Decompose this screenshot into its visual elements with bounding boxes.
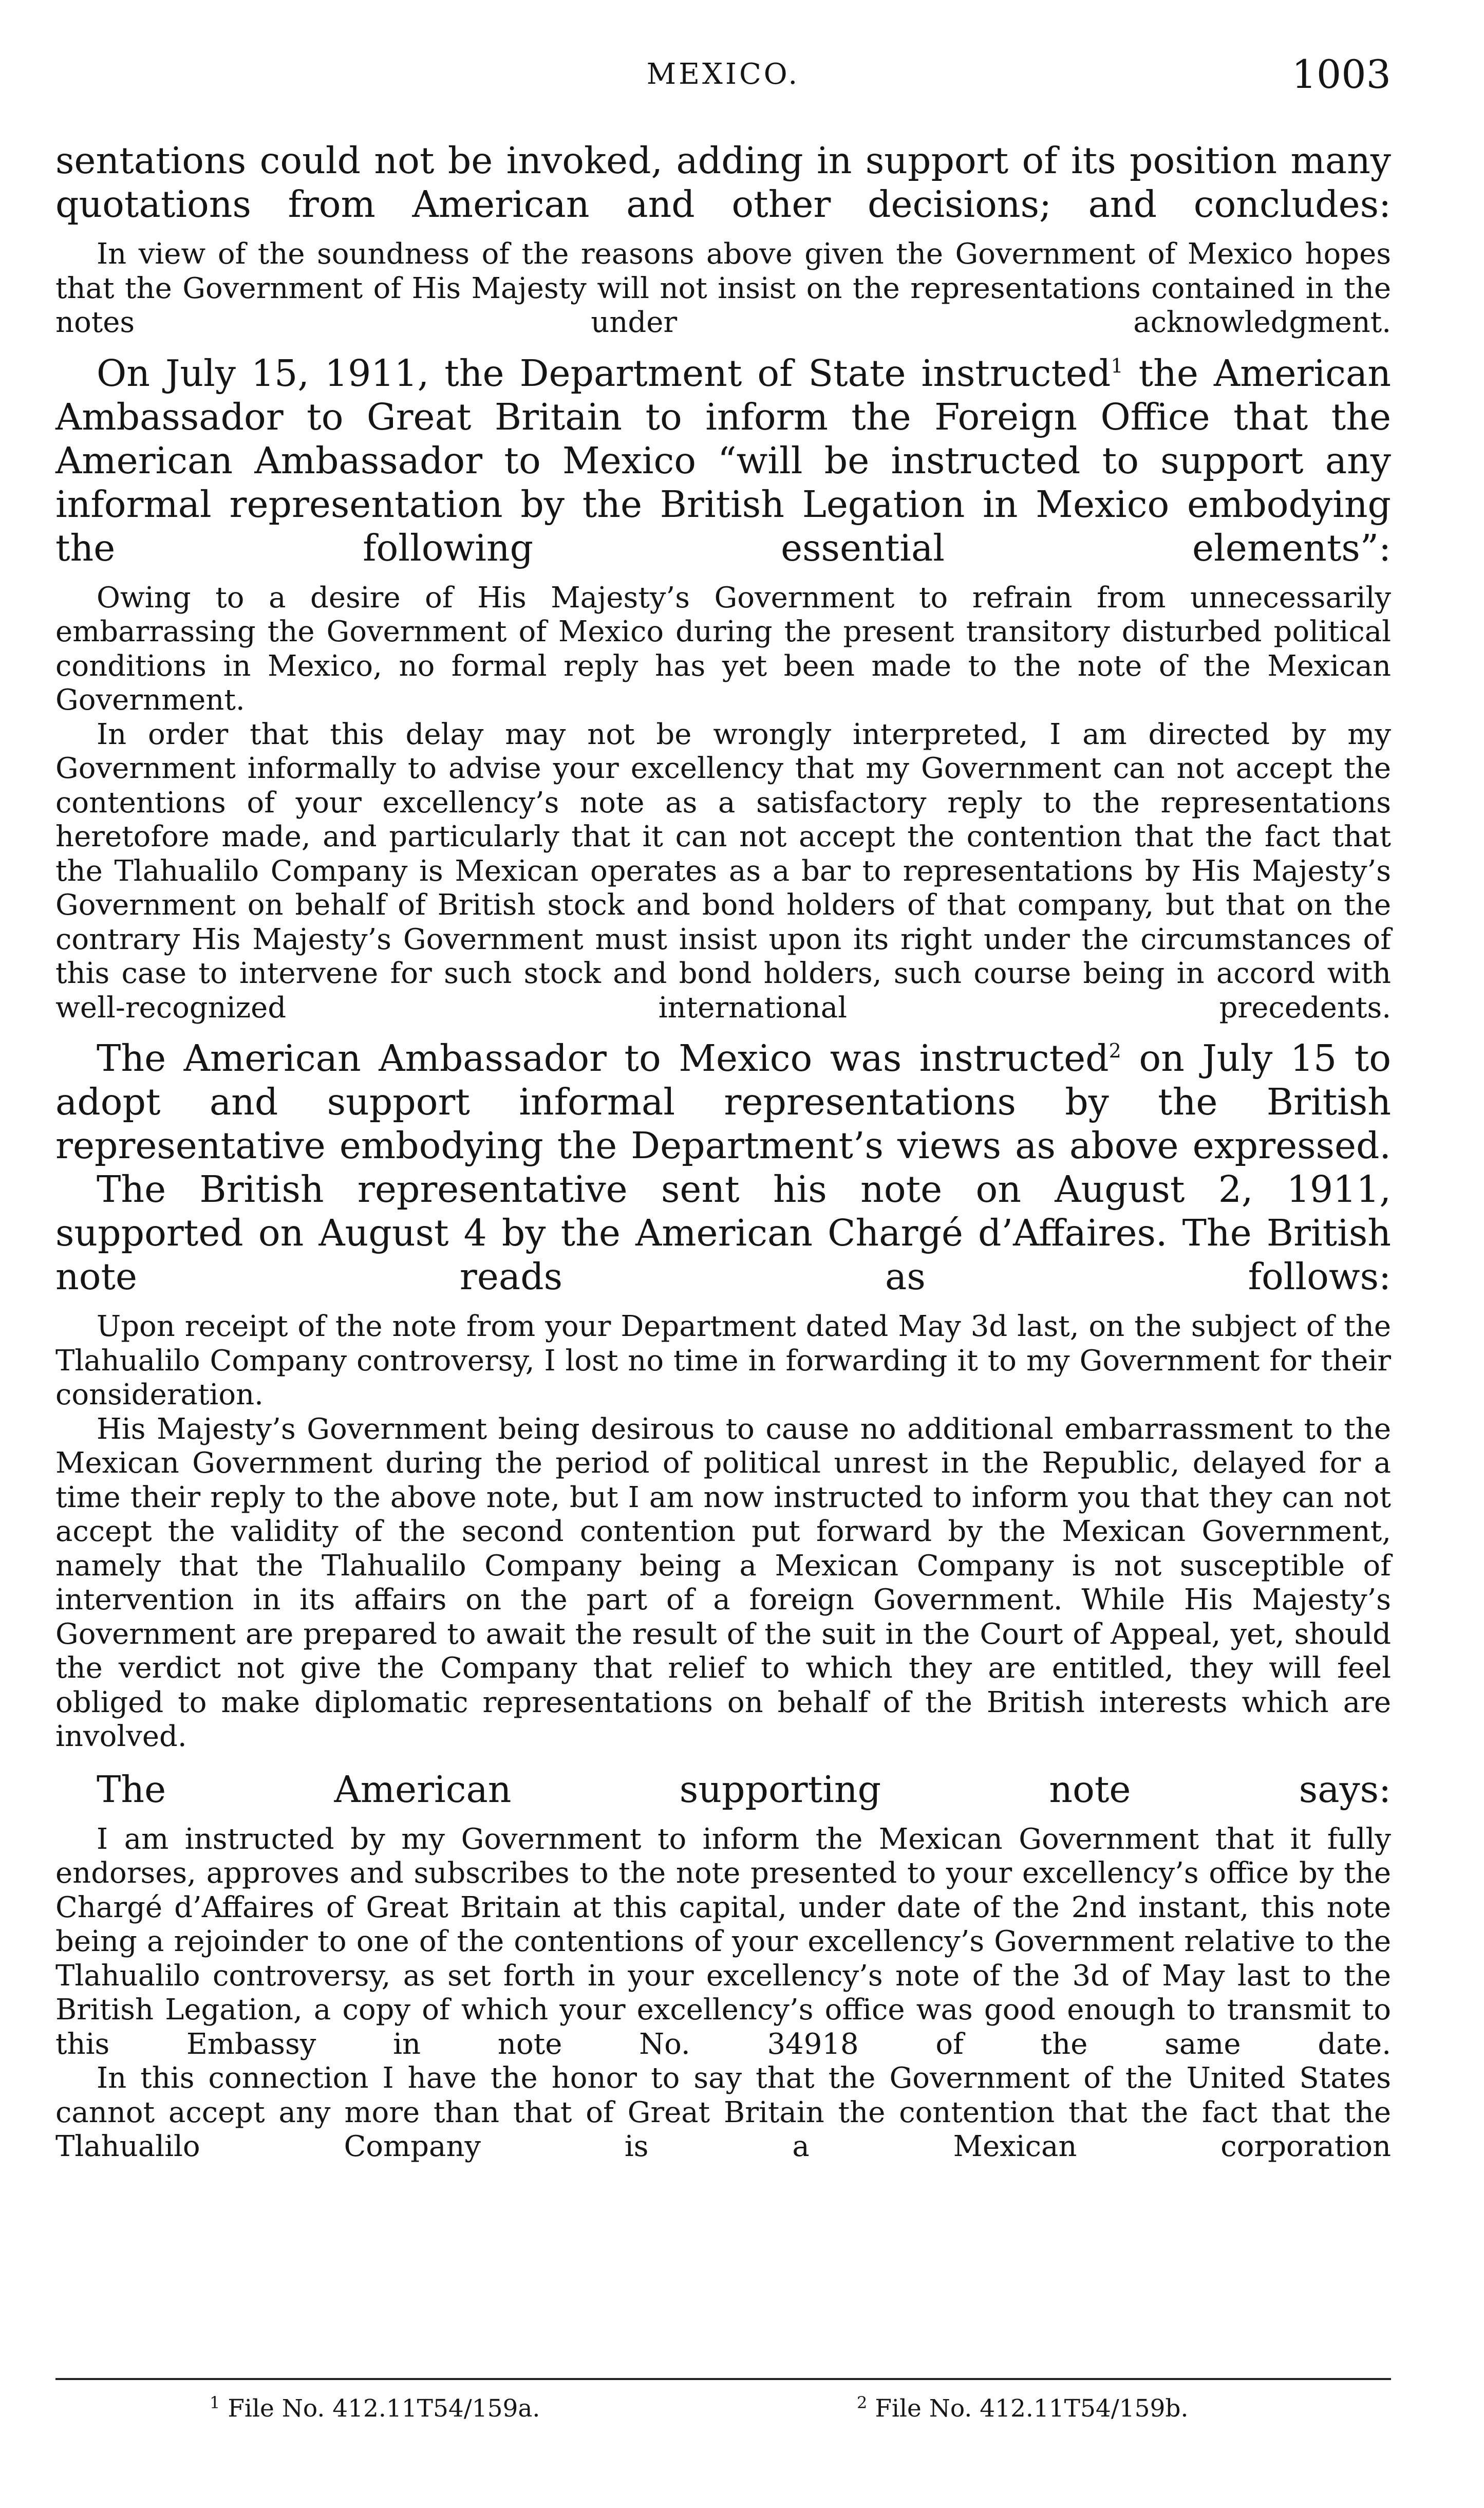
body-text — [55, 139, 1391, 2164]
block-quote-his-majesty: His Majesty’s Government being desirous to cause no additional embarrassment to the Mexican Government during the period of political unrest in the Republic, delayed for a time their reply to the above note, but I am now instructed to inform you that they can not accept the validity of the second contention put forward by the Mexican Government, namely that the Tlahualilo Company being a Mexican Company is not susceptible of intervention in its affairs on the part of a foreign Government. While His Majesty’s Government are prepared to await the result of the suit in the Court of Appeal, yet, should the verdict not give the Company that relief to which they are entitled, they will feel obliged to make diplomatic representations on behalf of the British interests which are involved. — [55, 1412, 1391, 1753]
paragraph-american-supporting-note: The American supporting note says: — [97, 1768, 1391, 1811]
block-quote-desire: Owing to a desire of His Majesty’s Government to refrain from unnecessarily embarrassing the Government of Mexico during the present transitory disturbed political conditions in Mexico, no formal reply has yet been made to the note of the Mexican Government. — [55, 581, 1391, 717]
header-title: MEXICO. — [646, 58, 800, 91]
footnote-1-text: File No. 412.11T54/159a. — [228, 2394, 540, 2423]
running-header — [55, 51, 1391, 108]
paragraph-ambassador-text-b: on July 15 to adopt and support informal representations by the British representative embodying the Department’s views as above expressed. — [55, 1037, 1391, 1167]
paragraph-continuation: sentations could not be invoked, adding in support of its position many quotations from American and other decisions; and concludes: — [55, 139, 1391, 226]
footnote-2-marker: 2 — [857, 2393, 868, 2412]
footnote-divider — [55, 2378, 1391, 2380]
footnotes — [55, 2394, 1391, 2436]
paragraph-july-15-instruction — [55, 351, 1391, 570]
footnote-ref-2: 2 — [1109, 1039, 1121, 1062]
footnote-1-marker: 1 — [210, 2393, 220, 2412]
block-quote-receipt: Upon receipt of the note from your Department dated May 3d last, on the subject of the Tlahualilo Company controversy, I lost no time in forwarding it to my Government for their consideration. — [55, 1310, 1391, 1411]
block-quote-connection: In this connection I have the honor to say that the Government of the United States cannot accept any more than that of Great Britain the contention that the fact that the Tlahualilo Company is a Mexican corporation — [55, 2061, 1391, 2163]
document-page — [55, 51, 1391, 2466]
footnote-1 — [210, 2394, 540, 2423]
footnote-ref-1: 1 — [1111, 354, 1123, 377]
block-quote-mexico-reply: In view of the soundness of the reasons above given the Government of Mexico hopes that the Government of His Majesty will not insist on the representations contained in the notes under acknowledgment. — [55, 237, 1391, 339]
paragraph-ambassador-text-a: The American Ambassador to Mexico was instructed — [97, 1037, 1109, 1080]
paragraph-july-15-text-b: the American Ambassador to Great Britain to inform the Foreign Office that the American Ambassador to Mexico “will be instructed to support any informal representation by the British Legation in Mexico embodying the following essential elements”: — [55, 351, 1391, 569]
footnote-2-text: File No. 412.11T54/159b. — [875, 2394, 1189, 2423]
paragraph-july-15-text-a: On July 15, 1911, the Department of State instructed — [97, 351, 1111, 395]
page-number: 1003 — [1291, 51, 1391, 97]
paragraph-ambassador-instructed — [55, 1036, 1391, 1167]
footnote-2 — [857, 2394, 1188, 2423]
block-quote-delay: In order that this delay may not be wrongly interpreted, I am directed by my Government informally to advise your excellency that my Government can not accept the contentions of your excellency’s note as a satisfactory reply to the representations heretofore made, and particularly that it can not accept the contention that the fact that the Tlahualilo Company is Mexican operates as a bar to representations by His Majesty’s Government on behalf of British stock and bond holders of that company, but that on the contrary His Majesty’s Government must insist upon its right under the circumstances of this case to intervene for such stock and bond holders, such course being in accord with well-recognized international precedents. — [55, 717, 1391, 1025]
paragraph-british-note-sent: The British representative sent his note on August 2, 1911, supported on August 4 by the American Chargé d’Affaires. The British note reads as follows: — [55, 1168, 1391, 1298]
block-quote-endorsement: I am instructed by my Government to inform the Mexican Government that it fully endorses, approves and subscribes to the note presented to your excellency’s office by the Chargé d’Affaires of Great Britain at this capital, under date of the 2nd instant, this note being a rejoinder to one of the contentions of your excellency’s Government relative to the Tlahualilo controversy, as set forth in your excellency’s note of the 3d of May last to the British Legation, a copy of which your excellency’s office was good enough to transmit to this Embassy in note No. 34918 of the same date. — [55, 1822, 1391, 2061]
